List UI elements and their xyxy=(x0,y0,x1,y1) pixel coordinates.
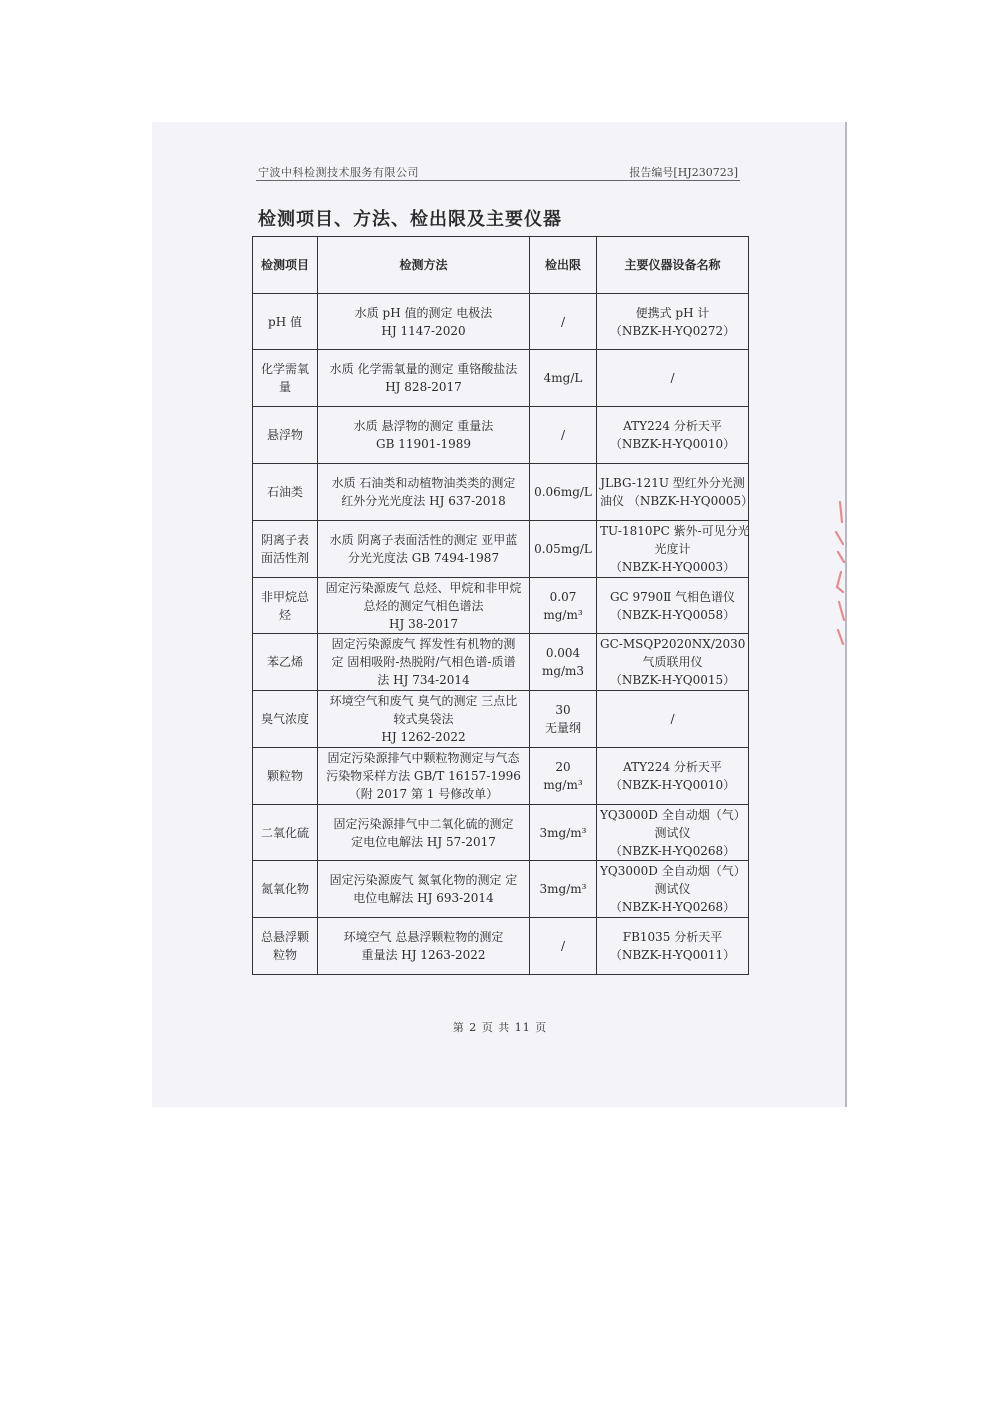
cell-method-line: 污染物采样方法 GB/T 16157-1996 xyxy=(326,769,521,783)
cell-method xyxy=(318,748,530,805)
cell-instrument xyxy=(597,464,754,521)
cell-method-line: 固定污染源废气 挥发性有机物的测 xyxy=(331,637,516,651)
cell-method xyxy=(318,918,530,975)
cell-method-line: 分光光度法 GB 7494-1987 xyxy=(347,551,500,565)
cell-limit-line: 20 xyxy=(555,760,571,774)
cell-limit xyxy=(530,691,597,748)
cell-method-line: （附 2017 第 1 号修改单） xyxy=(348,787,499,801)
cell-method-line: HJ 38-2017 xyxy=(389,616,458,631)
cell-limit-line: 3mg/m³ xyxy=(539,825,587,840)
table-row xyxy=(253,805,749,861)
cell-limit xyxy=(530,407,597,464)
cell-method xyxy=(318,464,530,521)
cell-instrument xyxy=(597,805,749,861)
cell-instrument-line: （NBZK-H-YQ0011） xyxy=(609,948,736,962)
cell-method-line: 固定污染源排气中颗粒物测定与气态 xyxy=(327,751,520,765)
cell-item xyxy=(253,861,318,918)
cell-instrument-line: （NBZK-H-YQ0268） xyxy=(609,843,736,858)
cell-instrument-line: / xyxy=(670,371,675,385)
cell-instrument-line: 测试仪 xyxy=(654,825,691,840)
table-row xyxy=(253,464,749,521)
cell-instrument-line: ATY224 分析天平 xyxy=(623,419,722,433)
cell-limit-line: 3mg/m³ xyxy=(539,882,587,896)
cell-item-line: 烃 xyxy=(278,607,291,622)
cell-item xyxy=(253,918,318,975)
table-row xyxy=(253,578,749,634)
cell-method-line: 电位电解法 HJ 693-2014 xyxy=(353,891,494,905)
cell-item-line: 苯乙烯 xyxy=(266,655,303,669)
cell-item-line: 氮氧化物 xyxy=(260,882,309,896)
cell-limit-line: / xyxy=(560,428,566,442)
cell-limit xyxy=(530,578,597,634)
header-limit: 检出限 xyxy=(530,237,597,294)
cell-limit-line: 0.06mg/L xyxy=(534,485,592,499)
cell-instrument xyxy=(597,691,749,748)
cell-method xyxy=(318,407,530,464)
table-row xyxy=(253,350,749,407)
cell-method-line: HJ 828-2017 xyxy=(385,380,462,394)
table-header-row xyxy=(253,237,749,294)
cell-item xyxy=(253,350,318,407)
header-instrument: 主要仪器设备名称 xyxy=(597,237,749,294)
cell-instrument-line: ATY224 分析天平 xyxy=(623,760,722,774)
cell-method-line: HJ 1147-2020 xyxy=(381,323,466,338)
cell-limit xyxy=(530,918,597,975)
cell-instrument-line: （NBZK-H-YQ0010） xyxy=(609,778,736,792)
cell-item xyxy=(253,691,318,748)
cell-item xyxy=(253,578,318,634)
cell-instrument xyxy=(597,407,749,464)
cell-limit xyxy=(530,748,597,805)
detection-table xyxy=(252,236,754,975)
cell-method xyxy=(318,294,530,350)
table-row xyxy=(253,407,749,464)
cell-instrument-line: （NBZK-H-YQ0268） xyxy=(609,900,736,914)
cell-method-line: HJ 1262-2022 xyxy=(381,730,466,744)
table-row xyxy=(253,294,749,350)
cell-item-line: 二氧化硫 xyxy=(260,825,309,840)
cell-method-line: 定电位电解法 HJ 57-2017 xyxy=(351,834,496,849)
table-row xyxy=(253,634,749,691)
cell-item xyxy=(253,748,318,805)
cell-method-line: 固定污染源废气 氮氧化物的测定 定 xyxy=(329,873,518,887)
cell-item-line: 总悬浮颗 xyxy=(260,930,309,944)
cell-instrument xyxy=(597,861,749,918)
cell-item xyxy=(253,407,318,464)
cell-method-line: 水质 pH 值的测定 电极法 xyxy=(354,305,493,320)
cell-item-line: 悬浮物 xyxy=(266,428,303,442)
cell-item-line: 臭气浓度 xyxy=(260,712,309,726)
cell-item-line: 石油类 xyxy=(266,485,303,499)
cell-method-line: 环境空气和废气 臭气的测定 三点比 xyxy=(329,694,518,708)
cell-instrument-line: （NBZK-H-YQ0058） xyxy=(609,607,736,622)
cell-instrument-line: GC 9790Ⅱ 气相色谱仪 xyxy=(609,589,736,604)
cell-instrument-line: YQ3000D 全自动烟（气） xyxy=(600,807,746,822)
company-name: 宁波中科检测技术服务有限公司 xyxy=(258,166,419,179)
table-row xyxy=(253,748,749,805)
cell-method-line: 重量法 HJ 1263-2022 xyxy=(361,948,486,962)
section-title: 检测项目、方法、检出限及主要仪器 xyxy=(258,209,562,230)
cell-instrument-line: 测试仪 xyxy=(654,882,691,896)
cell-limit-line: 0.004 xyxy=(545,646,581,660)
cell-instrument-line: TU-1810PC 紫外-可见分光 xyxy=(600,524,750,538)
header-divider xyxy=(256,180,740,181)
cell-instrument-line: GC-MSQP2020NX/2030 xyxy=(600,637,746,651)
cell-instrument-line: （NBZK-H-YQ0015） xyxy=(609,673,736,687)
cell-instrument xyxy=(597,521,749,578)
cell-item-line: 颗粒物 xyxy=(266,769,303,783)
cell-method xyxy=(318,634,530,691)
cell-instrument-line: 便携式 pH 计 xyxy=(635,305,710,320)
report-number: 报告编号[HJ230723] xyxy=(629,166,738,179)
cell-limit-line: 0.07 xyxy=(549,589,577,604)
cell-method-line: 环境空气 总悬浮颗粒物的测定 xyxy=(343,930,504,944)
cell-method xyxy=(318,691,530,748)
cell-item xyxy=(253,294,318,350)
header-method: 检测方法 xyxy=(318,237,530,294)
table-row xyxy=(253,521,749,578)
cell-instrument xyxy=(597,634,749,691)
table-row xyxy=(253,861,749,918)
cell-method xyxy=(318,861,530,918)
cell-limit-line: 4mg/L xyxy=(543,371,583,385)
cell-instrument-line: 气质联用仪 xyxy=(642,655,703,669)
cell-limit-line: mg/m3 xyxy=(541,664,585,678)
cell-instrument xyxy=(597,350,749,407)
cell-instrument-line: 油仪 （NBZK-H-YQ0005） xyxy=(600,494,754,508)
header-item: 检测项目 xyxy=(253,237,318,294)
cell-instrument xyxy=(597,578,749,634)
table-body xyxy=(253,294,754,975)
cell-instrument-line: YQ3000D 全自动烟（气） xyxy=(600,864,746,878)
cell-instrument-line: FB1035 分析天平 xyxy=(622,930,723,944)
cell-limit-line: 30 xyxy=(555,703,571,717)
cell-limit xyxy=(530,805,597,861)
cell-method-line: 水质 化学需氧量的测定 重铬酸盐法 xyxy=(329,362,518,376)
cell-instrument-line: JLBG-121U 型红外分光测 xyxy=(600,476,745,490)
cell-item-line: 面活性剂 xyxy=(260,551,309,565)
cell-method-line: 固定污染源废气 总烃、甲烷和非甲烷 xyxy=(325,580,522,595)
cell-item xyxy=(253,521,318,578)
cell-item-line: 量 xyxy=(278,380,291,394)
cell-item-line: 非甲烷总 xyxy=(260,589,309,604)
cell-method-line: 水质 石油类和动植物油类类的测定 xyxy=(331,476,516,490)
cell-instrument-line: 光度计 xyxy=(654,542,691,556)
table-row xyxy=(253,691,749,748)
cell-instrument-line: （NBZK-H-YQ0003） xyxy=(609,560,736,574)
cell-instrument xyxy=(597,748,749,805)
cell-limit-line: mg/m³ xyxy=(543,778,583,792)
cell-instrument-line: （NBZK-H-YQ0010） xyxy=(609,437,736,451)
cell-item xyxy=(253,634,318,691)
cell-limit xyxy=(530,521,597,578)
cell-method-line: 法 HJ 734-2014 xyxy=(377,673,470,687)
cell-item-line: pH 值 xyxy=(268,314,302,329)
cell-limit-line: / xyxy=(560,314,566,329)
page-number: 第 2 页 共 11 页 xyxy=(452,1021,548,1034)
cell-limit xyxy=(530,861,597,918)
seal-stamp-icon xyxy=(826,492,846,652)
cell-limit xyxy=(530,634,597,691)
cell-method-line: 水质 悬浮物的测定 重量法 xyxy=(353,419,494,433)
cell-instrument xyxy=(597,294,749,350)
cell-method xyxy=(318,521,530,578)
cell-method-line: 定 固相吸附-热脱附/气相色谱-质谱 xyxy=(331,655,516,669)
cell-method-line: 固定污染源排气中二氧化硫的测定 xyxy=(333,816,514,831)
cell-method xyxy=(318,350,530,407)
cell-instrument-line: （NBZK-H-YQ0272） xyxy=(609,323,736,338)
table-row xyxy=(253,918,749,975)
cell-limit-line: mg/m³ xyxy=(543,607,583,622)
cell-item-line: 化学需氧 xyxy=(260,362,309,376)
cell-instrument xyxy=(597,918,749,975)
cell-limit xyxy=(530,294,597,350)
cell-method-line: 总烃的测定气相色谱法 xyxy=(363,598,484,613)
cell-item xyxy=(253,805,318,861)
cell-item-line: 粒物 xyxy=(272,948,297,962)
cell-limit xyxy=(530,464,597,521)
cell-method-line: 红外分光光度法 HJ 637-2018 xyxy=(341,494,506,508)
cell-instrument-line: / xyxy=(670,712,675,726)
cell-method xyxy=(318,578,530,634)
cell-limit xyxy=(530,350,597,407)
cell-limit-line: 0.05mg/L xyxy=(534,542,592,556)
cell-method-line: 较式臭袋法 xyxy=(393,712,454,726)
cell-method-line: 水质 阴离子表面活性的测定 亚甲蓝 xyxy=(329,533,518,547)
cell-item-line: 阴离子表 xyxy=(260,533,309,547)
cell-limit-line: 无量纲 xyxy=(544,721,581,735)
cell-item xyxy=(253,464,318,521)
cell-limit-line: / xyxy=(560,939,566,953)
cell-method xyxy=(318,805,530,861)
cell-method-line: GB 11901-1989 xyxy=(376,437,471,451)
